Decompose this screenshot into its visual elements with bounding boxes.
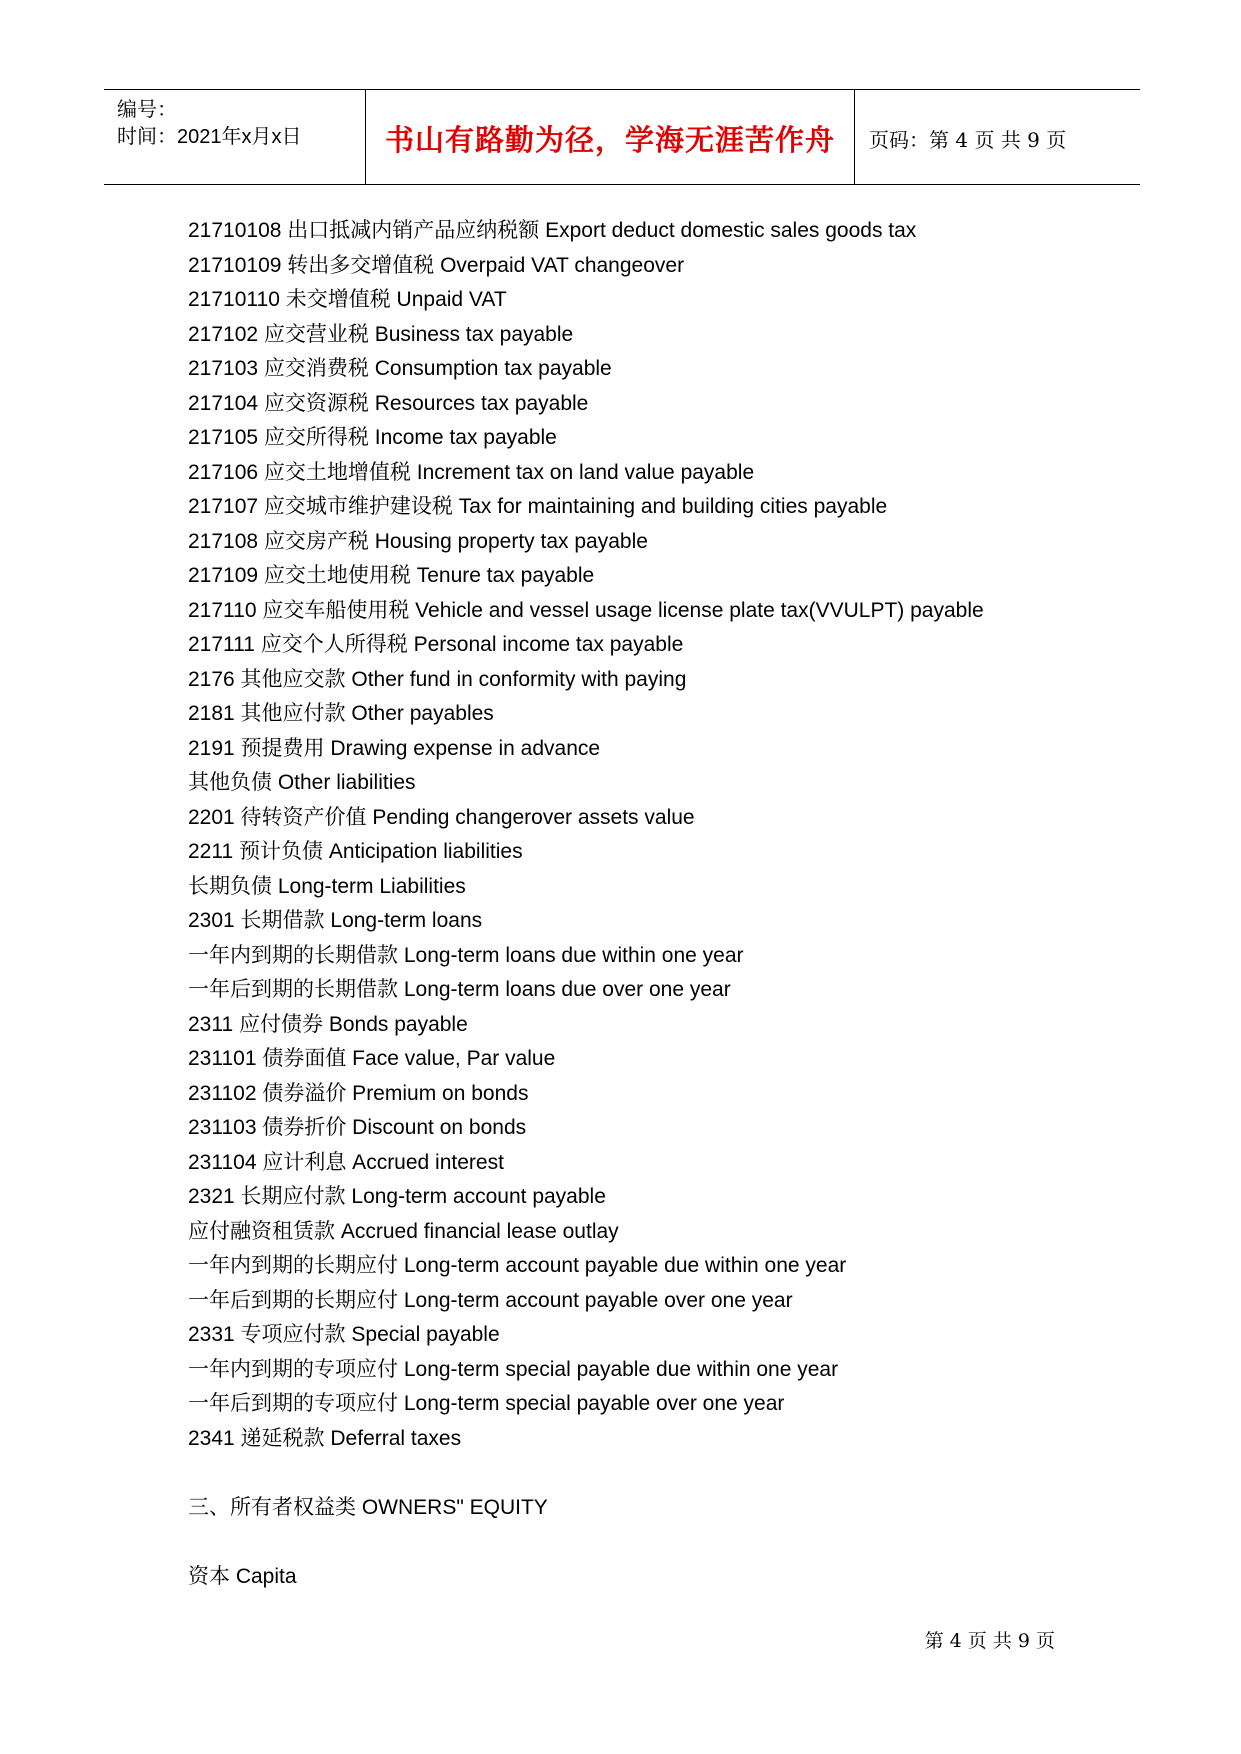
account-line: 2321 长期应付款 Long-term account payable (188, 1185, 606, 1208)
account-line: 217106 应交土地增值税 Increment tax on land value payable (188, 460, 755, 484)
account-line: 2181 其他应付款 Other payables (188, 702, 494, 725)
account-line: 217107 应交城市维护建设税 Tax for maintaining and building cities payable (188, 495, 888, 518)
account-line: 一年后到期的专项应付 Long-term special payable over one year (188, 1392, 785, 1415)
account-line: 231103 债券折价 Discount on bonds (188, 1116, 527, 1139)
account-line: 2301 长期借款 Long-term loans (188, 909, 483, 932)
serial-number-label: 编号： (117, 99, 177, 121)
time-label: 时间：2021年x月x日 (117, 126, 302, 148)
subsection-heading: 资本 Capita (188, 1564, 297, 1588)
account-line: 217108 应交房产税 Housing property tax payable (188, 529, 648, 553)
account-line: 一年内到期的长期借款 Long-term loans due within one year (188, 943, 744, 967)
account-line: 217105 应交所得税 Income tax payable (188, 426, 557, 449)
header-page-cell (855, 90, 1140, 184)
page-header (104, 89, 1140, 185)
account-line: 2176 其他应交款 Other fund in conformity with paying (188, 667, 687, 691)
account-line: 2341 递延税款 Deferral taxes (188, 1426, 462, 1450)
motto: 书山有路勤为径，学海无涯苦作舟 (384, 123, 835, 157)
account-line: 217102 应交营业税 Business tax payable (188, 322, 574, 346)
document-body (188, 214, 984, 1594)
account-line: 21710109 转出多交增值税 Overpaid VAT changeover (188, 253, 685, 277)
account-line: 2201 待转资产价值 Pending changerover assets value (188, 805, 695, 829)
account-line: 一年后到期的长期应付 Long-term account payable over one year (188, 1288, 793, 1312)
account-line: 231104 应计利息 Accrued interest (188, 1150, 504, 1174)
account-line: 217110 应交车船使用税 Vehicle and vessel usage license plate tax(VVULPT) payable (188, 598, 984, 622)
spacer (188, 1456, 984, 1491)
account-line: 21710110 未交增值税 Unpaid VAT (188, 288, 507, 311)
account-line: 2211 预计负债 Anticipation liabilities (188, 840, 523, 863)
account-line: 长期负债 Long-term Liabilities (188, 874, 466, 898)
account-line: 一年内到期的长期应付 Long-term account payable due within one year (188, 1254, 847, 1277)
account-line: 一年内到期的专项应付 Long-term special payable due within one year (188, 1357, 839, 1381)
account-line: 217109 应交土地使用税 Tenure tax payable (188, 564, 595, 587)
spacer (188, 1525, 984, 1560)
page-footer: 第 4 页 共 9 页 (924, 1630, 1055, 1652)
header-meta-cell (104, 90, 366, 184)
account-line: 217104 应交资源税 Resources tax payable (188, 391, 589, 415)
header-page-info: 页码：第 4 页 共 9 页 (869, 128, 1067, 152)
account-line: 2311 应付债券 Bonds payable (188, 1012, 468, 1036)
account-line: 217103 应交消费税 Consumption tax payable (188, 357, 612, 380)
account-line: 应付融资租赁款 Accrued financial lease outlay (188, 1219, 619, 1243)
account-line: 231102 债券溢价 Premium on bonds (188, 1081, 529, 1105)
header-motto-cell (366, 90, 855, 184)
account-line: 2191 预提费用 Drawing expense in advance (188, 736, 601, 760)
section-heading: 三、所有者权益类 OWNERS" EQUITY (188, 1495, 548, 1519)
account-line: 21710108 出口抵减内销产品应纳税额 Export deduct domestic sales goods tax (188, 219, 917, 242)
account-line: 2331 专项应付款 Special payable (188, 1323, 500, 1346)
account-line: 231101 债券面值 Face value, Par value (188, 1047, 556, 1070)
account-line: 其他负债 Other liabilities (188, 771, 416, 794)
account-line: 217111 应交个人所得税 Personal income tax payable (188, 633, 684, 656)
account-line: 一年后到期的长期借款 Long-term loans due over one year (188, 978, 731, 1001)
